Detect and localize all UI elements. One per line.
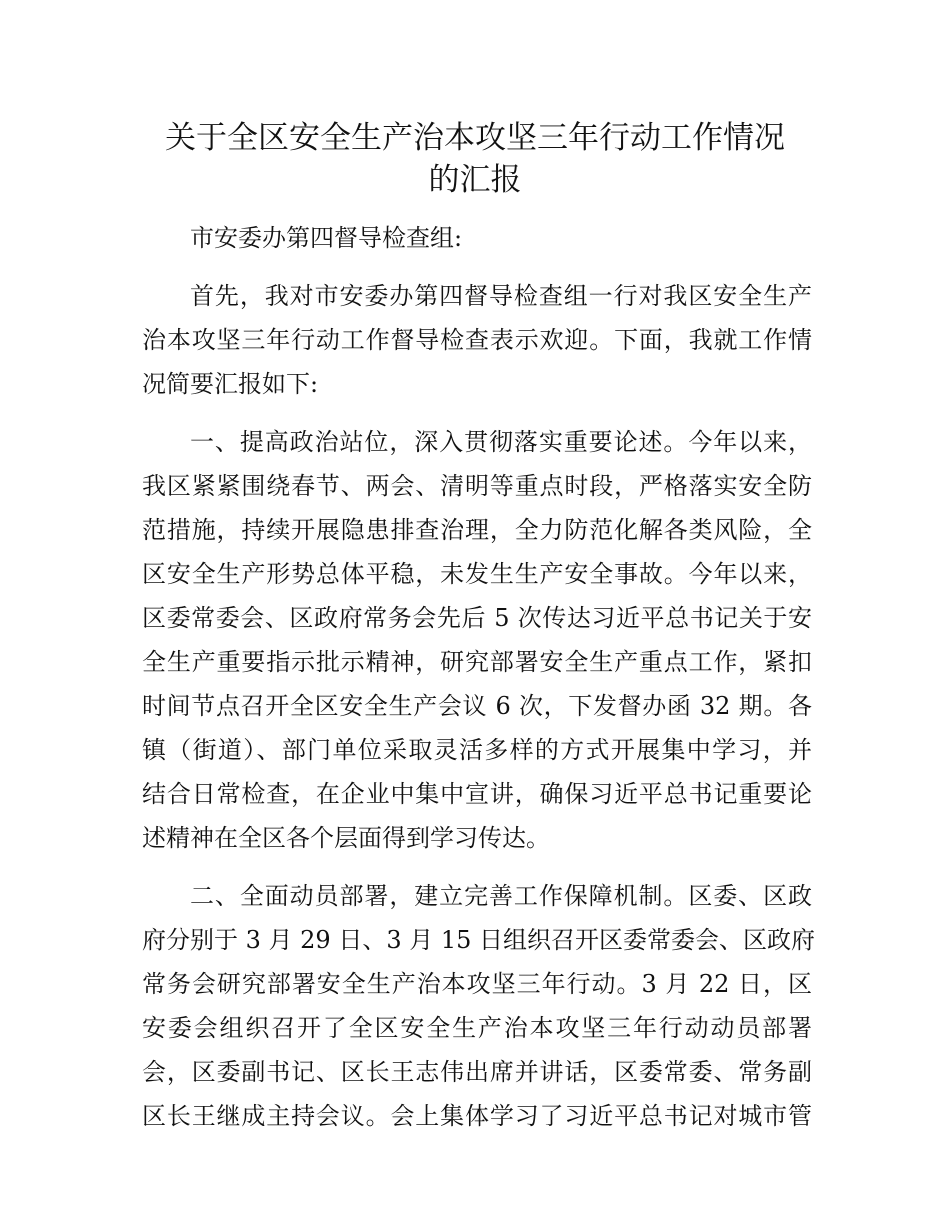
paragraph-line: 府分别于 3 月 29 日、3 月 15 日组织召开区委常委会、区政府 bbox=[142, 926, 816, 954]
paragraph-line: 述精神在全区各个层面得到学习传达。 bbox=[142, 824, 550, 852]
paragraph-line: 我区紧紧围绕春节、两会、清明等重点时段，严格落实安全防 bbox=[142, 472, 812, 500]
paragraph-line: 镇（街道）、部门单位采取灵活多样的方式开展集中学习，并 bbox=[142, 736, 812, 764]
paragraph-line: 二、全面动员部署，建立完善工作保障机制。区委、区政 bbox=[190, 882, 812, 910]
paragraph-section-one bbox=[142, 420, 812, 860]
salutation: 市安委办第四督导检查组: bbox=[190, 224, 463, 252]
paragraph-line: 全生产重要指示批示精神，研究部署安全生产重点工作，紧扣 bbox=[142, 648, 812, 676]
paragraph-line: 常务会研究部署安全生产治本攻坚三年行动。3 月 22 日，区 bbox=[142, 970, 812, 998]
paragraph-line: 范措施，持续开展隐患排查治理，全力防范化解各类风险，全 bbox=[142, 516, 812, 544]
paragraph-line: 安委会组织召开了全区安全生产治本攻坚三年行动动员部署 bbox=[142, 1014, 812, 1042]
paragraph-line: 首先，我对市安委办第四督导检查组一行对我区安全生产 bbox=[190, 282, 812, 310]
document-title-line-2: 的汇报 bbox=[428, 162, 522, 198]
paragraph-intro bbox=[142, 274, 812, 406]
paragraph-line: 区安全生产形势总体平稳，未发生生产安全事故。今年以来， bbox=[142, 560, 812, 588]
paragraph-section-two bbox=[142, 874, 816, 1138]
paragraph-line: 区委常委会、区政府常务会先后 5 次传达习近平总书记关于安 bbox=[142, 604, 812, 632]
paragraph-line: 区长王继成主持会议。会上集体学习了习近平总书记对城市管 bbox=[142, 1102, 812, 1130]
paragraph-line: 治本攻坚三年行动工作督导检查表示欢迎。下面，我就工作情 bbox=[142, 326, 812, 354]
paragraph-line: 结合日常检查，在企业中集中宣讲，确保习近平总书记重要论 bbox=[142, 780, 812, 808]
paragraph-line: 一、提高政治站位，深入贯彻落实重要论述。今年以来， bbox=[190, 428, 812, 456]
document-title-line-1: 关于全区安全生产治本攻坚三年行动工作情况 bbox=[165, 120, 785, 156]
paragraph-line: 时间节点召开全区安全生产会议 6 次，下发督办函 32 期。各 bbox=[142, 692, 812, 720]
paragraph-line: 会，区委副书记、区长王志伟出席并讲话，区委常委、常务副 bbox=[142, 1058, 812, 1086]
paragraph-line: 况简要汇报如下: bbox=[142, 370, 319, 398]
document-body bbox=[142, 216, 816, 1138]
